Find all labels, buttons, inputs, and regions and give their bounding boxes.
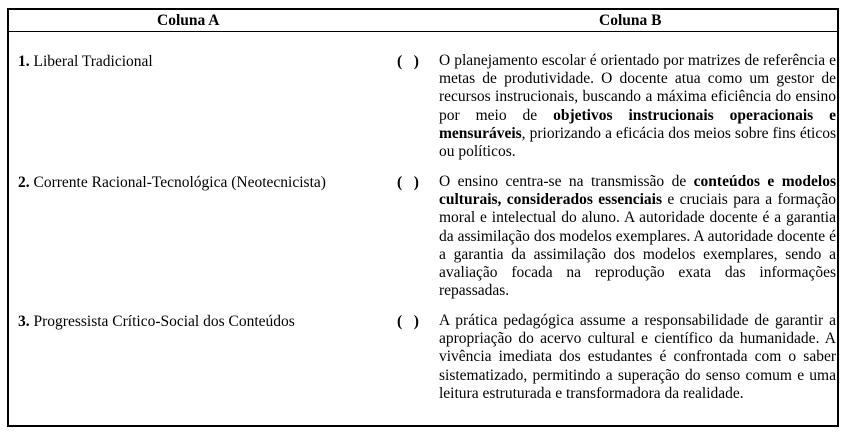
- desc-text: O ensino centra-se na transmissão de: [439, 173, 694, 190]
- column-b-description: [439, 173, 836, 300]
- column-b-header: Coluna B: [599, 12, 662, 29]
- item-label: Progressista Crítico-Social dos Conteúdos: [33, 313, 295, 330]
- header-divider: [9, 31, 837, 32]
- column-a-header: Coluna A: [157, 12, 220, 29]
- answer-blank[interactable]: ( ): [397, 53, 419, 70]
- matching-table: [7, 8, 839, 427]
- desc-text: A prática pedagógica assume a responsabilidade de garantir a apropriação do acervo cultural e científico da humanidade. A vivência imediata dos estudantes é confrontada com o saber sistematizado, permitindo a superação do senso comum e uma leitura estruturada e transformadora da realidade.: [439, 312, 836, 402]
- desc-bold-text: objetivos instrucionais operacionais e mensuráveis: [439, 106, 836, 142]
- desc-text: e cruciais para a formação moral e intelectual do aluno. A autoridade docente é a garantia da assimilação dos modelos exemplares. A autoridade docente é a garantia da assimilação dos modelos exemplares, sendo a avaliação focada na reprodução exata das informações repassadas.: [439, 191, 836, 300]
- column-b-description: [439, 312, 836, 403]
- item-label: Liberal Tradicional: [33, 53, 153, 70]
- desc-bold-text: conteúdos e modelos culturais, considerados essenciais: [439, 173, 836, 209]
- answer-blank[interactable]: ( ): [397, 313, 419, 330]
- column-a-item: [18, 312, 295, 332]
- column-a-item: [18, 52, 153, 72]
- answer-blank[interactable]: ( ): [397, 174, 419, 191]
- item-number: 2.: [18, 174, 30, 191]
- desc-text: O planejamento escolar é orientado por matrizes de referência e metas de produtividade. O docente atua como um gestor de recursos instrucionais, buscando a máxima eficiência do ensino por meio de: [439, 52, 836, 124]
- column-a-item: [18, 173, 326, 193]
- item-label: Corrente Racional-Tecnológica (Neotecnicista): [33, 174, 326, 191]
- item-number: 3.: [18, 313, 30, 330]
- item-number: 1.: [18, 53, 30, 70]
- desc-text: , priorizando a eficácia dos meios sobre fins éticos ou políticos.: [439, 124, 836, 161]
- column-b-description: [439, 52, 836, 161]
